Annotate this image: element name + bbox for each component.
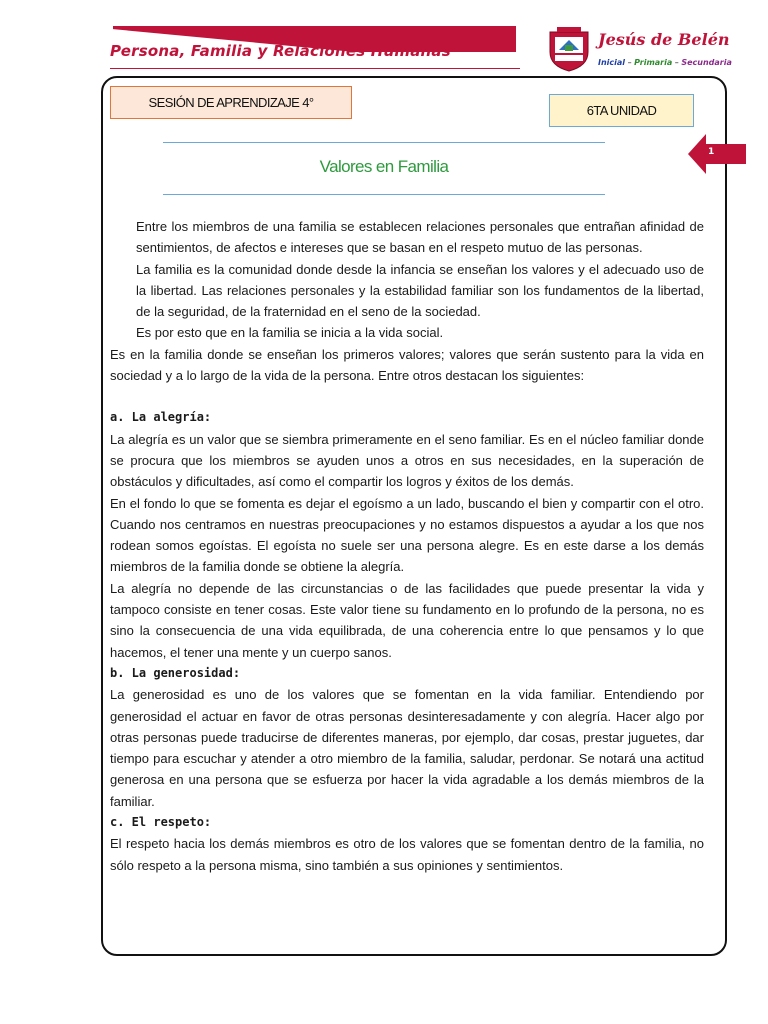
lesson-title: Valores en Familia bbox=[319, 157, 449, 176]
school-levels bbox=[598, 58, 732, 67]
section-paragraph: La alegría no depende de las circunstancias o de las facilidades que puede presentar la vida y tampoco consiste en tener cosas. Este valor tiene su fundamento en lo profundo de la persona, no es sino la consecuencia de una vida equilibrada, de una coherencia entre lo que pensamos y lo que hacemos, el tener una mente y un cuerpo sanos. bbox=[110, 580, 704, 660]
level-primaria: Primaria bbox=[634, 58, 673, 67]
unit-label: 6TA UNIDAD bbox=[549, 94, 694, 127]
level-separator: – bbox=[672, 58, 682, 67]
lead-paragraph: Es en la familia donde se enseñan los primeros valores; valores que serán sustento para la vida en sociedad y a lo largo de la vida de la persona. Entre otros destacan los siguientes: bbox=[110, 346, 704, 384]
section-paragraph: La generosidad es uno de los valores que se fomentan en la vida familiar. Entendiendo por generosidad el actuar en favor de otras personas desinteresadamente y con alegría. Hacer algo por otras personas puede traducirse de diferentes maneras, por ejemplo, dar cosas, prestar juguetes, dar tiempo para escuchar y atender a otro miembro de la familia, saludar, perdonar. Se notará una actitud generosa en una persona que se esfuerza por hacer la vida agradable a los demás miembros de la familiar. bbox=[110, 687, 704, 809]
school-crest-icon bbox=[547, 26, 591, 72]
level-separator: – bbox=[625, 58, 635, 67]
intro-paragraph: Es por esto que en la familia se inicia a la vida social. bbox=[136, 325, 444, 341]
title-rule-bottom bbox=[163, 194, 605, 195]
course-title: Persona, Familia y Relaciones Humanas bbox=[110, 42, 451, 60]
page-arrow-icon bbox=[688, 134, 746, 174]
section-paragraph: El respeto hacia los demás miembros es otro de los valores que se fomentan dentro de la familia, no sólo respeto a la persona misma, sino también a sus opiniones y sentimientos. bbox=[110, 836, 704, 873]
session-label: SESIÓN DE APRENDIZAJE 4° bbox=[110, 86, 352, 119]
document-body bbox=[110, 216, 704, 876]
school-name: Jesús de Belén bbox=[598, 30, 730, 49]
header-divider bbox=[110, 68, 520, 69]
section-heading-generosidad: b. La generosidad: bbox=[110, 665, 241, 680]
page-number: 1 bbox=[708, 147, 715, 157]
section-paragraph: En el fondo lo que se fomenta es dejar el egoísmo a un lado, buscando el bien y compartir con el otro. Cuando nos centramos en nuestras preocupaciones y no estamos dispuestos a ayudar a los que nos rodean somos egoístas. El egoísta no suele ser una persona alegre. Es en este darse a los demás miembros de la familia donde se obtiene la alegría. bbox=[110, 495, 704, 575]
level-inicial: Inicial bbox=[598, 58, 626, 67]
section-heading-alegria: a. La alegría: bbox=[110, 410, 212, 425]
section-heading-respeto: c. El respeto: bbox=[110, 815, 212, 830]
spacer bbox=[110, 386, 704, 407]
intro-paragraph: La familia es la comunidad donde desde la infancia se enseñan los valores y el adecuado uso de la libertad. Las relaciones personales y la estabilidad familiar son los fundamentos de la libertad, de la seguridad, de la fraternidad en el seno de la sociedad. bbox=[136, 261, 704, 320]
title-rule-top bbox=[163, 142, 605, 143]
section-paragraph: La alegría es un valor que se siembra primeramente en el seno familiar. Es en el núcleo familiar donde se procura que los miembros se ayuden unos a otros en sus necesidades, en la superación de obstáculos y dificultades, así como el compartir los logros y éxitos de los demás. bbox=[110, 431, 704, 490]
level-secundaria: Secundaria bbox=[681, 58, 732, 67]
intro-paragraph: Entre los miembros de una familia se establecen relaciones personales que entrañan afinidad de sentimientos, de afectos e intereses que se basan en el respeto mutuo de las personas. bbox=[136, 219, 704, 256]
